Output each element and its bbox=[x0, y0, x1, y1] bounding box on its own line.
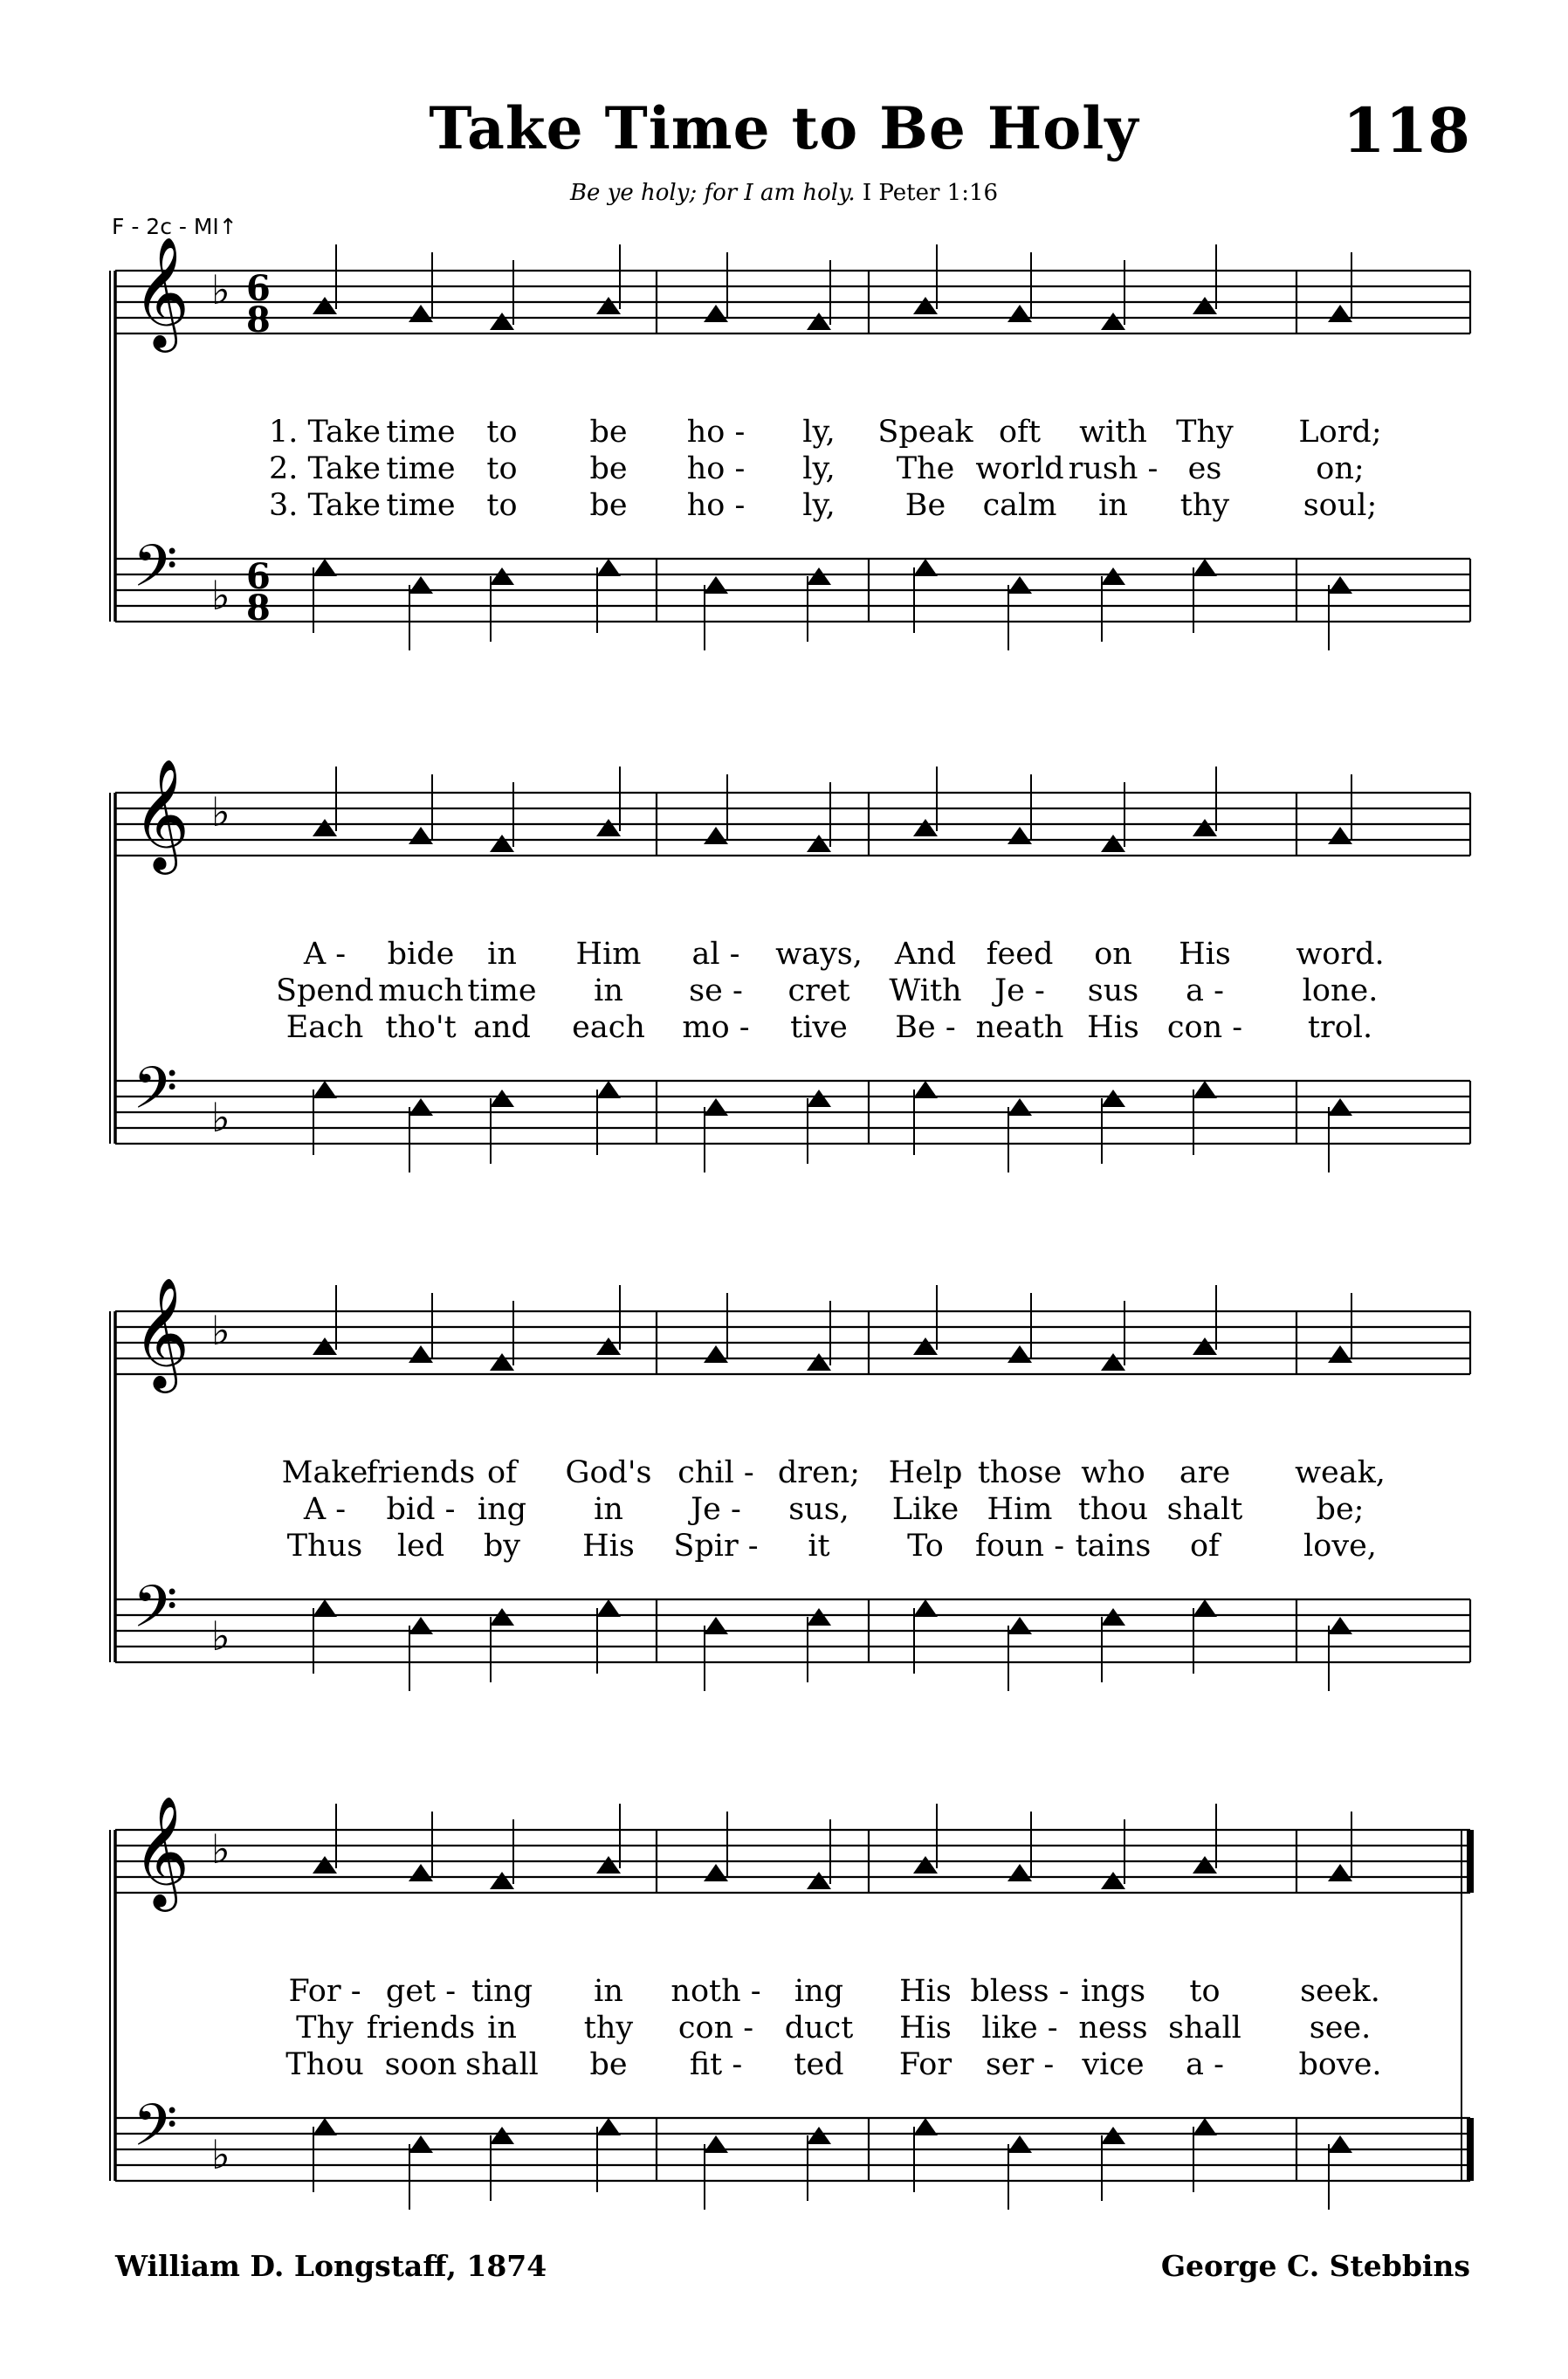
flat-icon: ♭ bbox=[211, 1612, 230, 1660]
lyric-syllable: a - bbox=[1186, 973, 1224, 1008]
lyric-syllable: Him bbox=[575, 937, 642, 972]
lyric-syllable: trol. bbox=[1307, 1010, 1373, 1045]
note-head-shape bbox=[1328, 1345, 1352, 1363]
note-head-shape bbox=[1101, 2127, 1125, 2144]
note-head-shape bbox=[913, 819, 938, 836]
note-head-shape bbox=[1008, 2135, 1032, 2153]
lyric-syllable: ted bbox=[794, 2047, 844, 2082]
note-head-shape bbox=[913, 1081, 938, 1098]
lyric-syllable: love, bbox=[1303, 1529, 1377, 1564]
note-head-shape bbox=[490, 1608, 514, 1626]
lyric-syllable: fit - bbox=[689, 2047, 743, 2082]
note-head-shape bbox=[596, 1856, 621, 1874]
note-head-shape bbox=[1101, 1090, 1125, 1107]
lyric-syllable: be bbox=[589, 415, 628, 450]
lyric-syllable: Thy bbox=[1176, 415, 1234, 450]
note-head-shape bbox=[807, 2127, 831, 2144]
lyric-syllable: be; bbox=[1316, 1492, 1365, 1527]
note-head-shape bbox=[596, 559, 621, 576]
lyric-syllable: to bbox=[486, 415, 518, 450]
lyric-syllable: in bbox=[487, 2011, 517, 2046]
lyric-syllable: to bbox=[486, 451, 518, 486]
note-head-shape bbox=[490, 1353, 514, 1371]
lyric-syllable: it bbox=[808, 1529, 830, 1564]
lyric-syllable: seek. bbox=[1300, 1974, 1380, 2009]
note-head-shape bbox=[1193, 2118, 1217, 2135]
lyric-syllable: much bbox=[378, 973, 464, 1008]
lyric-syllable: con - bbox=[1166, 1010, 1243, 1045]
note-head-shape bbox=[1193, 819, 1217, 836]
time-signature-bottom: 8 bbox=[246, 299, 271, 340]
lyric-syllable: bless - bbox=[970, 1974, 1069, 2009]
lyric-syllable: tho't bbox=[385, 1010, 457, 1045]
note-head-shape bbox=[490, 313, 514, 330]
lyric-syllable: thy bbox=[1179, 488, 1230, 523]
lyric-syllable: thou bbox=[1077, 1492, 1149, 1527]
note-head-shape bbox=[913, 1599, 938, 1617]
note-head-shape bbox=[313, 1337, 337, 1355]
note-head-shape bbox=[490, 1090, 514, 1107]
note-head-shape bbox=[1101, 1608, 1125, 1626]
lyric-syllable: The bbox=[896, 451, 955, 486]
note-head-shape bbox=[409, 1864, 433, 1881]
note-head-shape bbox=[913, 1337, 938, 1355]
lyric-syllable: ness bbox=[1078, 2011, 1148, 2046]
note-head-shape bbox=[409, 305, 433, 322]
lyric-syllable: ly, bbox=[802, 488, 836, 523]
note-head-shape bbox=[409, 1098, 433, 1116]
lyric-syllable: Him bbox=[987, 1492, 1053, 1527]
lyric-syllable: His bbox=[1087, 1010, 1139, 1045]
note-head-shape bbox=[913, 297, 938, 314]
note-head-shape bbox=[490, 2127, 514, 2144]
lyric-syllable: God's bbox=[565, 1455, 652, 1490]
time-signature-bottom: 8 bbox=[246, 588, 271, 629]
note-head-shape bbox=[704, 1345, 728, 1363]
scripture-quote: Be ye holy; for I am holy. bbox=[569, 180, 856, 206]
lyric-syllable: tains bbox=[1075, 1529, 1152, 1564]
lyric-syllable: feed bbox=[986, 937, 1054, 972]
lyric-syllable: lone. bbox=[1302, 973, 1379, 1008]
treble-clef-icon: 𝄞 bbox=[133, 1795, 190, 1907]
lyric-syllable: 3. Take bbox=[269, 488, 381, 523]
lyric-syllable: a - bbox=[1186, 2047, 1224, 2082]
lyric-syllable: Help bbox=[888, 1455, 963, 1490]
lyric-syllable: ho - bbox=[686, 488, 746, 523]
lyric-syllable: sus bbox=[1087, 973, 1139, 1008]
note-head-shape bbox=[807, 1872, 831, 1889]
lyric-syllable: con - bbox=[677, 2011, 754, 2046]
lyric-syllable: Thy bbox=[296, 2011, 354, 2046]
note-head-shape bbox=[313, 819, 337, 836]
note-head-shape bbox=[704, 1617, 728, 1634]
lyric-syllable: oft bbox=[998, 415, 1042, 450]
lyric-syllable: His bbox=[582, 1529, 635, 1564]
note-head-shape bbox=[313, 1081, 337, 1098]
lyric-syllable: tive bbox=[790, 1010, 848, 1045]
lyric-syllable: Be - bbox=[895, 1010, 956, 1045]
note-head-shape bbox=[1008, 1098, 1032, 1116]
flat-icon: ♭ bbox=[211, 2131, 230, 2178]
lyric-syllable: be bbox=[589, 2047, 628, 2082]
lyric-syllable: shalt bbox=[1166, 1492, 1243, 1527]
lyric-syllable: ting bbox=[471, 1974, 533, 2009]
lyric-syllable: be bbox=[589, 451, 628, 486]
lyric-syllable: ho - bbox=[686, 451, 746, 486]
note-head-shape bbox=[409, 2135, 433, 2153]
lyric-syllable: bide bbox=[387, 937, 455, 972]
lyric-syllable: friends bbox=[366, 1455, 476, 1490]
note-head-shape bbox=[313, 2118, 337, 2135]
treble-clef-icon: 𝄞 bbox=[133, 236, 190, 347]
note-head-shape bbox=[1008, 1864, 1032, 1881]
note-head-shape bbox=[1193, 1081, 1217, 1098]
lyric-syllable: Thus bbox=[286, 1529, 363, 1564]
note-head-shape bbox=[490, 835, 514, 852]
flat-icon: ♭ bbox=[211, 572, 230, 619]
lyric-syllable: led bbox=[396, 1529, 445, 1564]
note-head-shape bbox=[409, 1617, 433, 1634]
lyric-syllable: A - bbox=[303, 1492, 347, 1527]
lyric-syllable: Spend bbox=[275, 973, 375, 1008]
lyric-syllable: of bbox=[1189, 1529, 1221, 1564]
lyric-syllable: Je - bbox=[994, 973, 1045, 1008]
music-credit: George C. Stebbins bbox=[1160, 2249, 1470, 2283]
lyric-syllable: of bbox=[486, 1455, 518, 1490]
lyric-syllable: vice bbox=[1082, 2047, 1145, 2082]
lyric-syllable: His bbox=[899, 1974, 952, 2009]
lyric-syllable: Like bbox=[891, 1492, 959, 1527]
note-head-shape bbox=[596, 819, 621, 836]
note-head-shape bbox=[807, 1353, 831, 1371]
lyric-syllable: shall bbox=[465, 2047, 539, 2082]
note-head-shape bbox=[807, 1090, 831, 1107]
lyric-syllable: time bbox=[386, 415, 456, 450]
lyric-syllable: time bbox=[386, 488, 456, 523]
note-head-shape bbox=[1328, 827, 1352, 844]
lyric-syllable: noth - bbox=[671, 1974, 761, 2009]
lyric-syllable: ing bbox=[477, 1492, 527, 1527]
lyric-syllable: dren; bbox=[777, 1455, 861, 1490]
lyric-syllable: thy bbox=[583, 2011, 634, 2046]
lyric-syllable: calm bbox=[982, 488, 1057, 523]
note-head-shape bbox=[490, 1872, 514, 1889]
lyric-syllable: soon bbox=[384, 2047, 457, 2082]
note-head-shape bbox=[807, 313, 831, 330]
lyric-syllable: time bbox=[386, 451, 456, 486]
lyric-syllable: are bbox=[1179, 1455, 1231, 1490]
note-head-shape bbox=[1101, 1353, 1125, 1371]
lyric-syllable: Lord; bbox=[1298, 415, 1382, 450]
note-head-shape bbox=[313, 1599, 337, 1617]
lyric-syllable: see. bbox=[1309, 2011, 1372, 2046]
note-head-shape bbox=[704, 305, 728, 322]
flat-icon: ♭ bbox=[211, 266, 230, 313]
lyric-syllable: in bbox=[594, 1492, 623, 1527]
lyric-syllable: mo - bbox=[682, 1010, 750, 1045]
flat-icon: ♭ bbox=[211, 1826, 230, 1873]
note-head-shape bbox=[596, 2118, 621, 2135]
note-head-shape bbox=[1193, 1856, 1217, 1874]
lyric-syllable: shall bbox=[1168, 2011, 1241, 2046]
note-head-shape bbox=[1328, 305, 1352, 322]
flat-icon: ♭ bbox=[211, 1094, 230, 1141]
lyric-syllable: in bbox=[594, 973, 623, 1008]
note-head-shape bbox=[596, 1599, 621, 1617]
lyric-syllable: His bbox=[1179, 937, 1231, 972]
note-head-shape bbox=[807, 567, 831, 585]
lyric-syllable: in bbox=[1098, 488, 1128, 523]
lyric-syllable: who bbox=[1081, 1455, 1145, 1490]
lyric-syllable: es bbox=[1187, 451, 1222, 486]
note-head-shape bbox=[596, 1337, 621, 1355]
hymn-title: Take Time to Be Holy bbox=[429, 94, 1139, 162]
lyric-syllable: se - bbox=[689, 973, 743, 1008]
lyric-syllable: by bbox=[483, 1529, 521, 1564]
lyric-syllable: to bbox=[1189, 1974, 1221, 2009]
lyric-syllable: like - bbox=[981, 2011, 1058, 2046]
lyric-syllable: weak, bbox=[1295, 1455, 1386, 1490]
lyric-syllable: Thou bbox=[285, 2047, 364, 2082]
note-head-shape bbox=[913, 559, 938, 576]
lyric-syllable: ly, bbox=[802, 415, 836, 450]
lyric-syllable: al - bbox=[691, 937, 740, 972]
lyric-syllable: with bbox=[1079, 415, 1147, 450]
note-head-shape bbox=[1101, 567, 1125, 585]
note-head-shape bbox=[704, 827, 728, 844]
note-head-shape bbox=[1193, 297, 1217, 314]
lyric-syllable: neath bbox=[975, 1010, 1064, 1045]
lyric-syllable: ings bbox=[1080, 1974, 1146, 2009]
lyric-syllable: To bbox=[907, 1529, 944, 1564]
lyric-syllable: Make bbox=[281, 1455, 368, 1490]
lyric-syllable: be bbox=[589, 488, 628, 523]
lyric-syllable: to bbox=[486, 488, 518, 523]
bass-clef-icon: 𝄢 bbox=[133, 1573, 178, 1654]
note-head-shape bbox=[409, 1345, 433, 1363]
note-head-shape bbox=[807, 1608, 831, 1626]
lyric-syllable: For - bbox=[288, 1974, 361, 2009]
note-head-shape bbox=[1328, 1098, 1352, 1116]
lyric-syllable: bove. bbox=[1298, 2047, 1382, 2082]
lyric-syllable: in bbox=[487, 937, 517, 972]
note-head-shape bbox=[704, 2135, 728, 2153]
note-head-shape bbox=[313, 1856, 337, 1874]
lyric-syllable: For bbox=[898, 2047, 952, 2082]
lyric-syllable: chil - bbox=[677, 1455, 754, 1490]
note-head-shape bbox=[596, 297, 621, 314]
time-signature-top: 6 bbox=[246, 556, 271, 597]
treble-clef-icon: 𝄞 bbox=[133, 1276, 190, 1388]
lyric-syllable: soul; bbox=[1303, 488, 1378, 523]
bass-clef-icon: 𝄢 bbox=[133, 533, 178, 614]
lyric-syllable: cret bbox=[787, 973, 850, 1008]
lyric-syllable: His bbox=[899, 2011, 952, 2046]
note-head-shape bbox=[1328, 1864, 1352, 1881]
lyric-syllable: Speak bbox=[877, 415, 973, 450]
note-head-shape bbox=[704, 576, 728, 594]
flat-icon: ♭ bbox=[211, 788, 230, 835]
lyric-syllable: Be bbox=[904, 488, 946, 523]
lyric-syllable: rush - bbox=[1068, 451, 1159, 486]
lyric-syllable: time bbox=[467, 973, 537, 1008]
note-head-shape bbox=[913, 1856, 938, 1874]
lyric-syllable: sus, bbox=[788, 1492, 849, 1527]
lyric-syllable: With bbox=[889, 973, 962, 1008]
bass-clef-icon: 𝄢 bbox=[133, 2092, 178, 2173]
lyric-syllable: those bbox=[977, 1455, 1063, 1490]
note-head-shape bbox=[1008, 827, 1032, 844]
flat-icon: ♭ bbox=[211, 1307, 230, 1354]
note-head-shape bbox=[1008, 1345, 1032, 1363]
lyric-syllable: Je - bbox=[691, 1492, 741, 1527]
note-head-shape bbox=[1193, 1337, 1217, 1355]
meter-marking: F - 2c - MI↑ bbox=[112, 214, 237, 239]
note-head-shape bbox=[1008, 1617, 1032, 1634]
lyric-syllable: on; bbox=[1316, 451, 1365, 486]
words-credit: William D. Longstaff, 1874 bbox=[115, 2249, 547, 2283]
note-head-shape bbox=[1008, 305, 1032, 322]
lyric-syllable: ly, bbox=[802, 451, 836, 486]
scripture-reference: I Peter 1:16 bbox=[862, 180, 999, 206]
note-head-shape bbox=[1101, 835, 1125, 852]
hymn-number: 118 bbox=[1342, 94, 1470, 167]
lyric-syllable: ho - bbox=[686, 415, 746, 450]
note-head-shape bbox=[1328, 1617, 1352, 1634]
note-head-shape bbox=[409, 576, 433, 594]
lyric-syllable: ing bbox=[794, 1974, 844, 2009]
note-head-shape bbox=[807, 835, 831, 852]
lyric-syllable: 1. Take bbox=[269, 415, 381, 450]
note-head-shape bbox=[704, 1098, 728, 1116]
note-head-shape bbox=[1101, 1872, 1125, 1889]
note-head-shape bbox=[1328, 2135, 1352, 2153]
lyric-syllable: on bbox=[1094, 937, 1132, 972]
note-head-shape bbox=[1193, 1599, 1217, 1617]
lyric-syllable: Spir - bbox=[673, 1529, 759, 1564]
lyric-syllable: Each bbox=[285, 1010, 364, 1045]
note-head-shape bbox=[1193, 559, 1217, 576]
lyric-syllable: each bbox=[572, 1010, 645, 1045]
lyric-syllable: duct bbox=[784, 2011, 854, 2046]
note-head-shape bbox=[1328, 576, 1352, 594]
note-head-shape bbox=[409, 827, 433, 844]
lyric-syllable: word. bbox=[1296, 937, 1385, 972]
time-signature-top: 6 bbox=[246, 268, 271, 309]
treble-clef-icon: 𝄞 bbox=[133, 758, 190, 870]
note-head-shape bbox=[490, 567, 514, 585]
lyric-syllable: ser - bbox=[985, 2047, 1055, 2082]
bass-clef-icon: 𝄢 bbox=[133, 1055, 178, 1136]
note-head-shape bbox=[1008, 576, 1032, 594]
lyric-syllable: A - bbox=[303, 937, 347, 972]
note-head-shape bbox=[913, 2118, 938, 2135]
lyric-syllable: foun - bbox=[974, 1529, 1065, 1564]
note-head-shape bbox=[313, 559, 337, 576]
lyric-syllable: bid - bbox=[386, 1492, 456, 1527]
note-head-shape bbox=[704, 1864, 728, 1881]
lyric-syllable: 2. Take bbox=[269, 451, 381, 486]
lyric-syllable: get - bbox=[385, 1974, 457, 2009]
note-head-shape bbox=[1101, 313, 1125, 330]
lyric-syllable: ways, bbox=[775, 937, 863, 972]
lyric-syllable: world bbox=[975, 451, 1064, 486]
note-head-shape bbox=[313, 297, 337, 314]
lyric-syllable: friends bbox=[366, 2011, 476, 2046]
note-head-shape bbox=[596, 1081, 621, 1098]
lyric-syllable: in bbox=[594, 1974, 623, 2009]
lyric-syllable: and bbox=[473, 1010, 531, 1045]
lyric-syllable: And bbox=[894, 937, 957, 972]
